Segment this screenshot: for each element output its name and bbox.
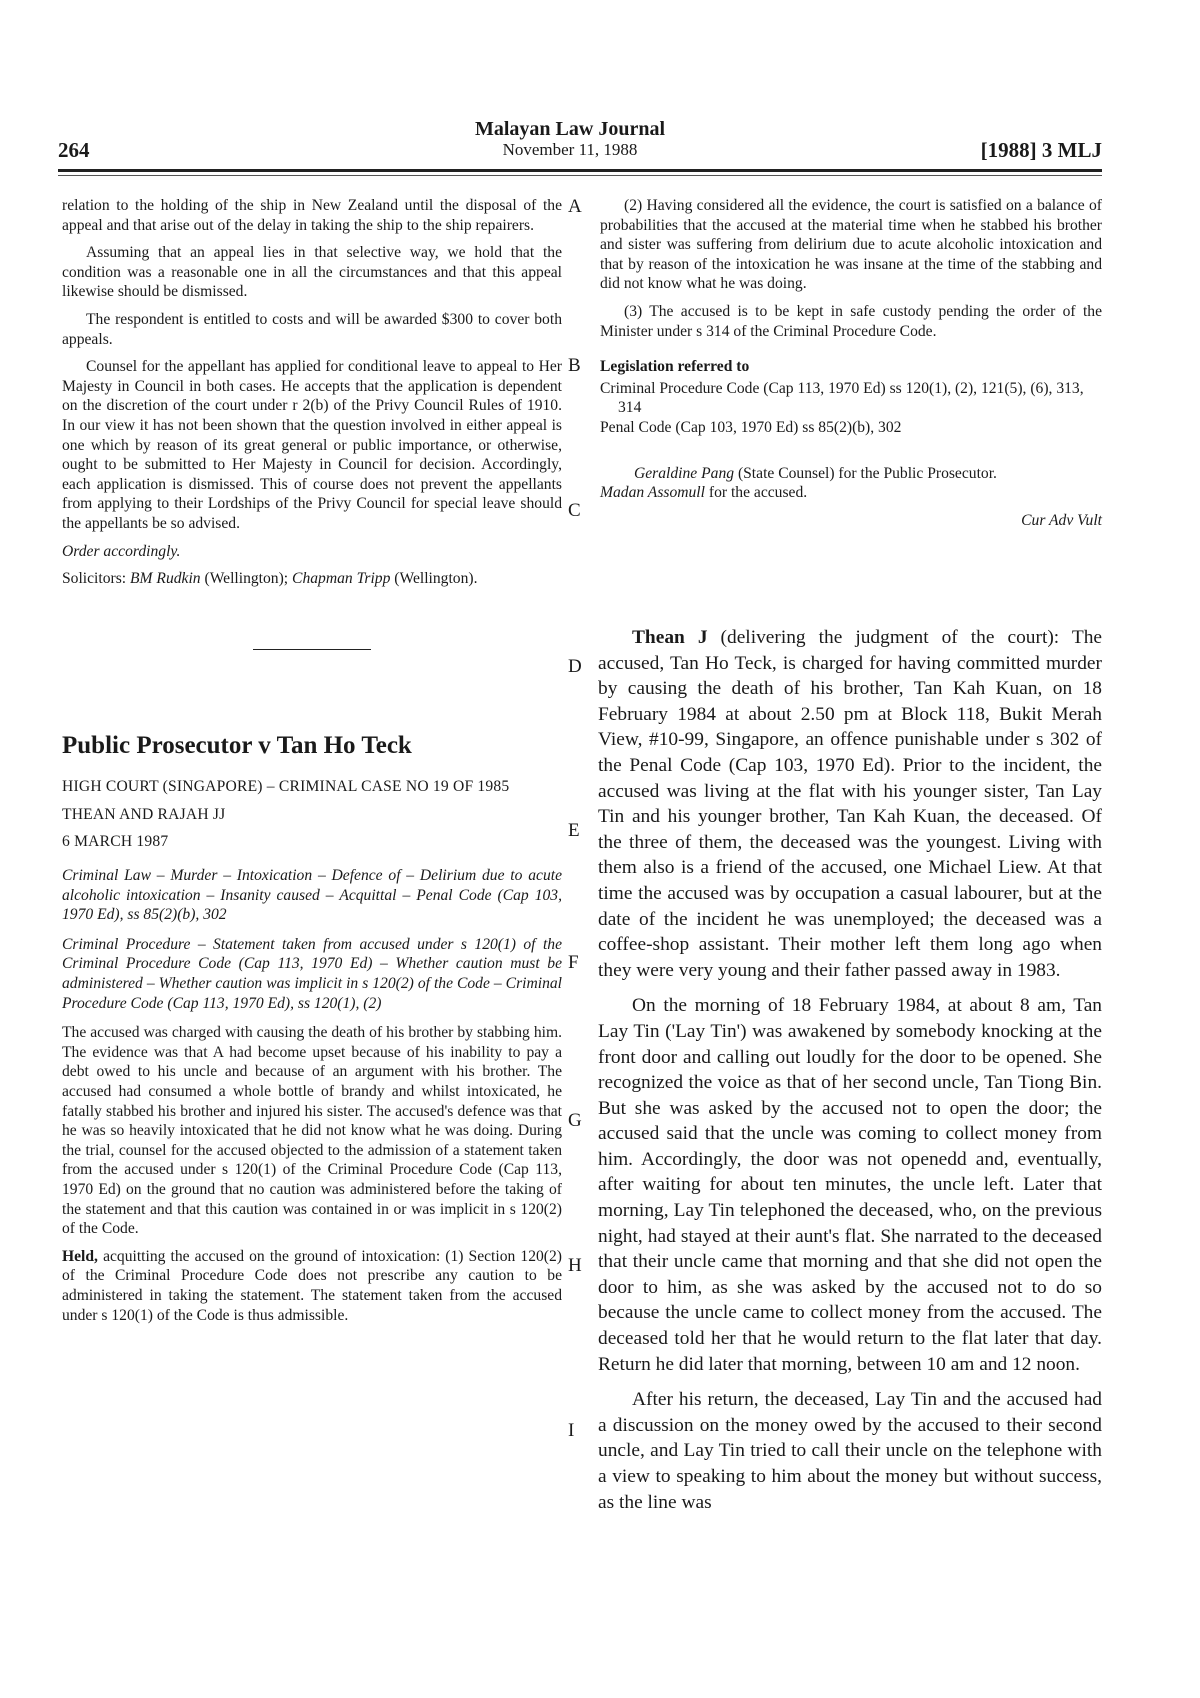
judgment-body: [598, 625, 1102, 1525]
right-column-headnote: [600, 196, 1102, 530]
solicitor-name: Chapman Tripp: [292, 570, 391, 588]
court-line: HIGH COURT (SINGAPORE) – CRIMINAL CASE NO 19 OF 1985: [62, 778, 510, 796]
catchwords: Criminal Procedure – Statement taken from accused under s 120(1) of the Criminal Procedure Code (Cap 113, 1970 Ed) – Whether caution must be administered – Whether caution was implicit in s 120(2) of the Code – Criminal Procedure Code (Cap 113, 1970 Ed), ss 120(1), (2): [62, 935, 562, 1012]
margin-letter: E: [568, 820, 580, 841]
running-header: [440, 118, 700, 160]
legislation-item: Criminal Procedure Code (Cap 113, 1970 Ed) ss 120(1), (2), 121(5), (6), 313, 314: [600, 379, 1084, 417]
section-divider: [253, 649, 371, 650]
judgment-paragraph: [598, 625, 1102, 983]
margin-letter: C: [568, 500, 581, 521]
header-rule: [58, 169, 1102, 172]
citation: [1988] 3 MLJ: [980, 138, 1102, 162]
holding-3: (3) The accused is to be kept in safe custody pending the order of the Minister under s 314 of the Criminal Procedure Code.: [600, 302, 1102, 340]
judges-line: THEAN AND RAJAH JJ: [62, 805, 226, 823]
held-paragraph: [62, 1247, 562, 1325]
margin-letter: A: [568, 196, 582, 217]
held-label: Held,: [62, 1247, 98, 1265]
cur-adv-vult: Cur Adv Vult: [1021, 511, 1102, 529]
margin-letter: F: [568, 952, 579, 973]
left-column: [62, 196, 562, 1333]
solicitors-line: [62, 569, 562, 589]
journal-title: Malayan Law Journal: [474, 118, 666, 140]
counsel-role: (State Counsel) for the Public Prosecutor.: [734, 464, 997, 482]
paragraph: The respondent is entitled to costs and will be awarded $300 to cover both appeals.: [62, 310, 562, 348]
page-number: 264: [58, 138, 90, 162]
order-line: Order accordingly.: [62, 542, 181, 560]
margin-letter: I: [568, 1420, 575, 1441]
header-rule-thin: [58, 175, 1102, 176]
solicitor-place: (Wellington);: [200, 570, 293, 588]
judgment-paragraph: After his return, the deceased, Lay Tin and the accused had a discussion on the money owed by the accused to their second uncle, and Lay Tin tried to call their uncle on the telephone with a view to speaking to him about the money but without success, as the line was: [598, 1389, 1102, 1513]
counsel-line: [600, 464, 1102, 503]
solicitors-label: Solicitors:: [62, 570, 131, 588]
margin-letter: H: [568, 1255, 582, 1276]
legislation-item: Penal Code (Cap 103, 1970 Ed) ss 85(2)(b), 302: [600, 418, 902, 436]
margin-letter: B: [568, 355, 581, 376]
counsel-name: Madan Assomull: [600, 484, 705, 502]
catchwords: Criminal Law – Murder – Intoxication – Defence of – Delirium due to acute alcoholic intoxication – Insanity caused – Acquittal – Penal Code (Cap 103, 1970 Ed), ss 85(2)(b), 302: [62, 867, 562, 924]
issue-date: November 11, 1988: [502, 140, 638, 159]
solicitor-name: BM Rudkin: [130, 570, 201, 588]
counsel-role: for the accused.: [704, 484, 808, 502]
case-title: Public Prosecutor v Tan Ho Teck: [62, 731, 412, 759]
margin-letter: D: [568, 656, 582, 677]
judge-name: Thean J: [632, 627, 708, 648]
paragraph: Counsel for the appellant has applied for conditional leave to appeal to Her Majesty in Council in both cases. He accepts that the application is dependent on the discretion of the court under r 2(b) of the Privy Council Rules of 1910. In our view it has not been shown that the question involved in either appeal is one which by reason of its great general or public importance, or otherwise, ought to be submitted to Her Majesty in Council for decision. Accordingly, each application is dismissed. This of course does not prevent the appellants from applying to their Lordships of the Privy Council for special leave should the appellants be so advised.: [62, 358, 562, 532]
held-text: acquitting the accused on the ground of intoxication: (1) Section 120(2) of the Criminal Procedure Code does not prescribe any caution to be administered in taking the statement. The statement taken from the accused under s 120(1) of the Code is thus admissible.: [62, 1247, 562, 1324]
paragraph: Assuming that an appeal lies in that selective way, we hold that the condition was a reasonable one in all the circumstances and that this appeal likewise should be dismissed.: [62, 244, 562, 301]
headnote-summary: The accused was charged with causing the death of his brother by stabbing him. The evidence was that A had become upset because of his inability to pay a debt owed to his uncle and because of an argument with his brother. The accused had consumed a whole bottle of brandy and whilst intoxicated, he fatally stabbed his brother and injured his sister. The accused's defence was that he was so heavily intoxicated that he did not know what he was doing. During the trial, counsel for the accused objected to the admission of a statement taken from the accused under s 120(1) of the Criminal Procedure Code (Cap 113, 1970 Ed) on the ground that no caution was administered before the taking of the statement and that this caution was contained in or was implicit in s 120(2) of the Code.: [62, 1024, 562, 1238]
judgment-paragraph: On the morning of 18 February 1984, at about 8 am, Tan Lay Tin ('Lay Tin') was awakened by somebody knocking at the front door and calling out loudly for the door to be opened. She recognized the voice as that of her second uncle, Tan Tiong Bin. But she was asked by the accused not to open the door; the accused said that the uncle was coming to collect money from him. Accordingly, the door was not openedd and, eventually, after waiting for about ten minutes, the uncle left. Later that morning, Lay Tin telephoned the deceased, who, on the previous night, had stayed at their aunt's flat. She narrated to the deceased that their uncle came that morning and that she did not open the door to him, as she was asked by the accused not to do so because the uncle came to collect money from the accused. The deceased told her that he would return to the flat later that day. Return he did later that morning, between 10 am and 12 noon.: [598, 995, 1102, 1375]
legislation-title: Legislation referred to: [600, 358, 750, 376]
solicitor-place: (Wellington).: [390, 570, 478, 588]
margin-letter: G: [568, 1110, 582, 1131]
counsel-name: Geraldine Pang: [634, 464, 735, 482]
judgment-text: (delivering the judgment of the court): The accused, Tan Ho Teck, is charged for having committed murder by causing the death of his brother, Tan Kah Kuan, on 18 February 1984 at about 2.50 pm at Block 118, Bukit Merah View, #10-99, Singapore, an offence punishable under s 302 of the Penal Code (Cap 103, 1970 Ed). Prior to the incident, the accused was living at the flat with his younger sister, Tan Lay Tin and his younger brother, Tan Kah Kuan, the deceased. Of the three of them, the deceased was the youngest. Living with them also is a friend of the accused, one Michael Liew. At that time the accused was by occupation a casual labourer, but at the date of the incident he was unemployed; the deceased was a coffee-shop assistant. Their mother left them long ago when they were very young and their father passed away in 1983.: [598, 627, 1102, 981]
decision-date: 6 MARCH 1987: [62, 833, 169, 851]
holding-2: (2) Having considered all the evidence, the court is satisfied on a balance of probabilities that the accused at the material time when he stabbed his brother and sister was suffering from delirium due to acute alcoholic intoxication and that by reason of the intoxication he was insane at the time of the stabbing and did not know what he was doing.: [600, 197, 1102, 293]
paragraph: relation to the holding of the ship in New Zealand until the disposal of the appeal and that arise out of the delay in taking the ship to the ship repairers.: [62, 197, 562, 234]
